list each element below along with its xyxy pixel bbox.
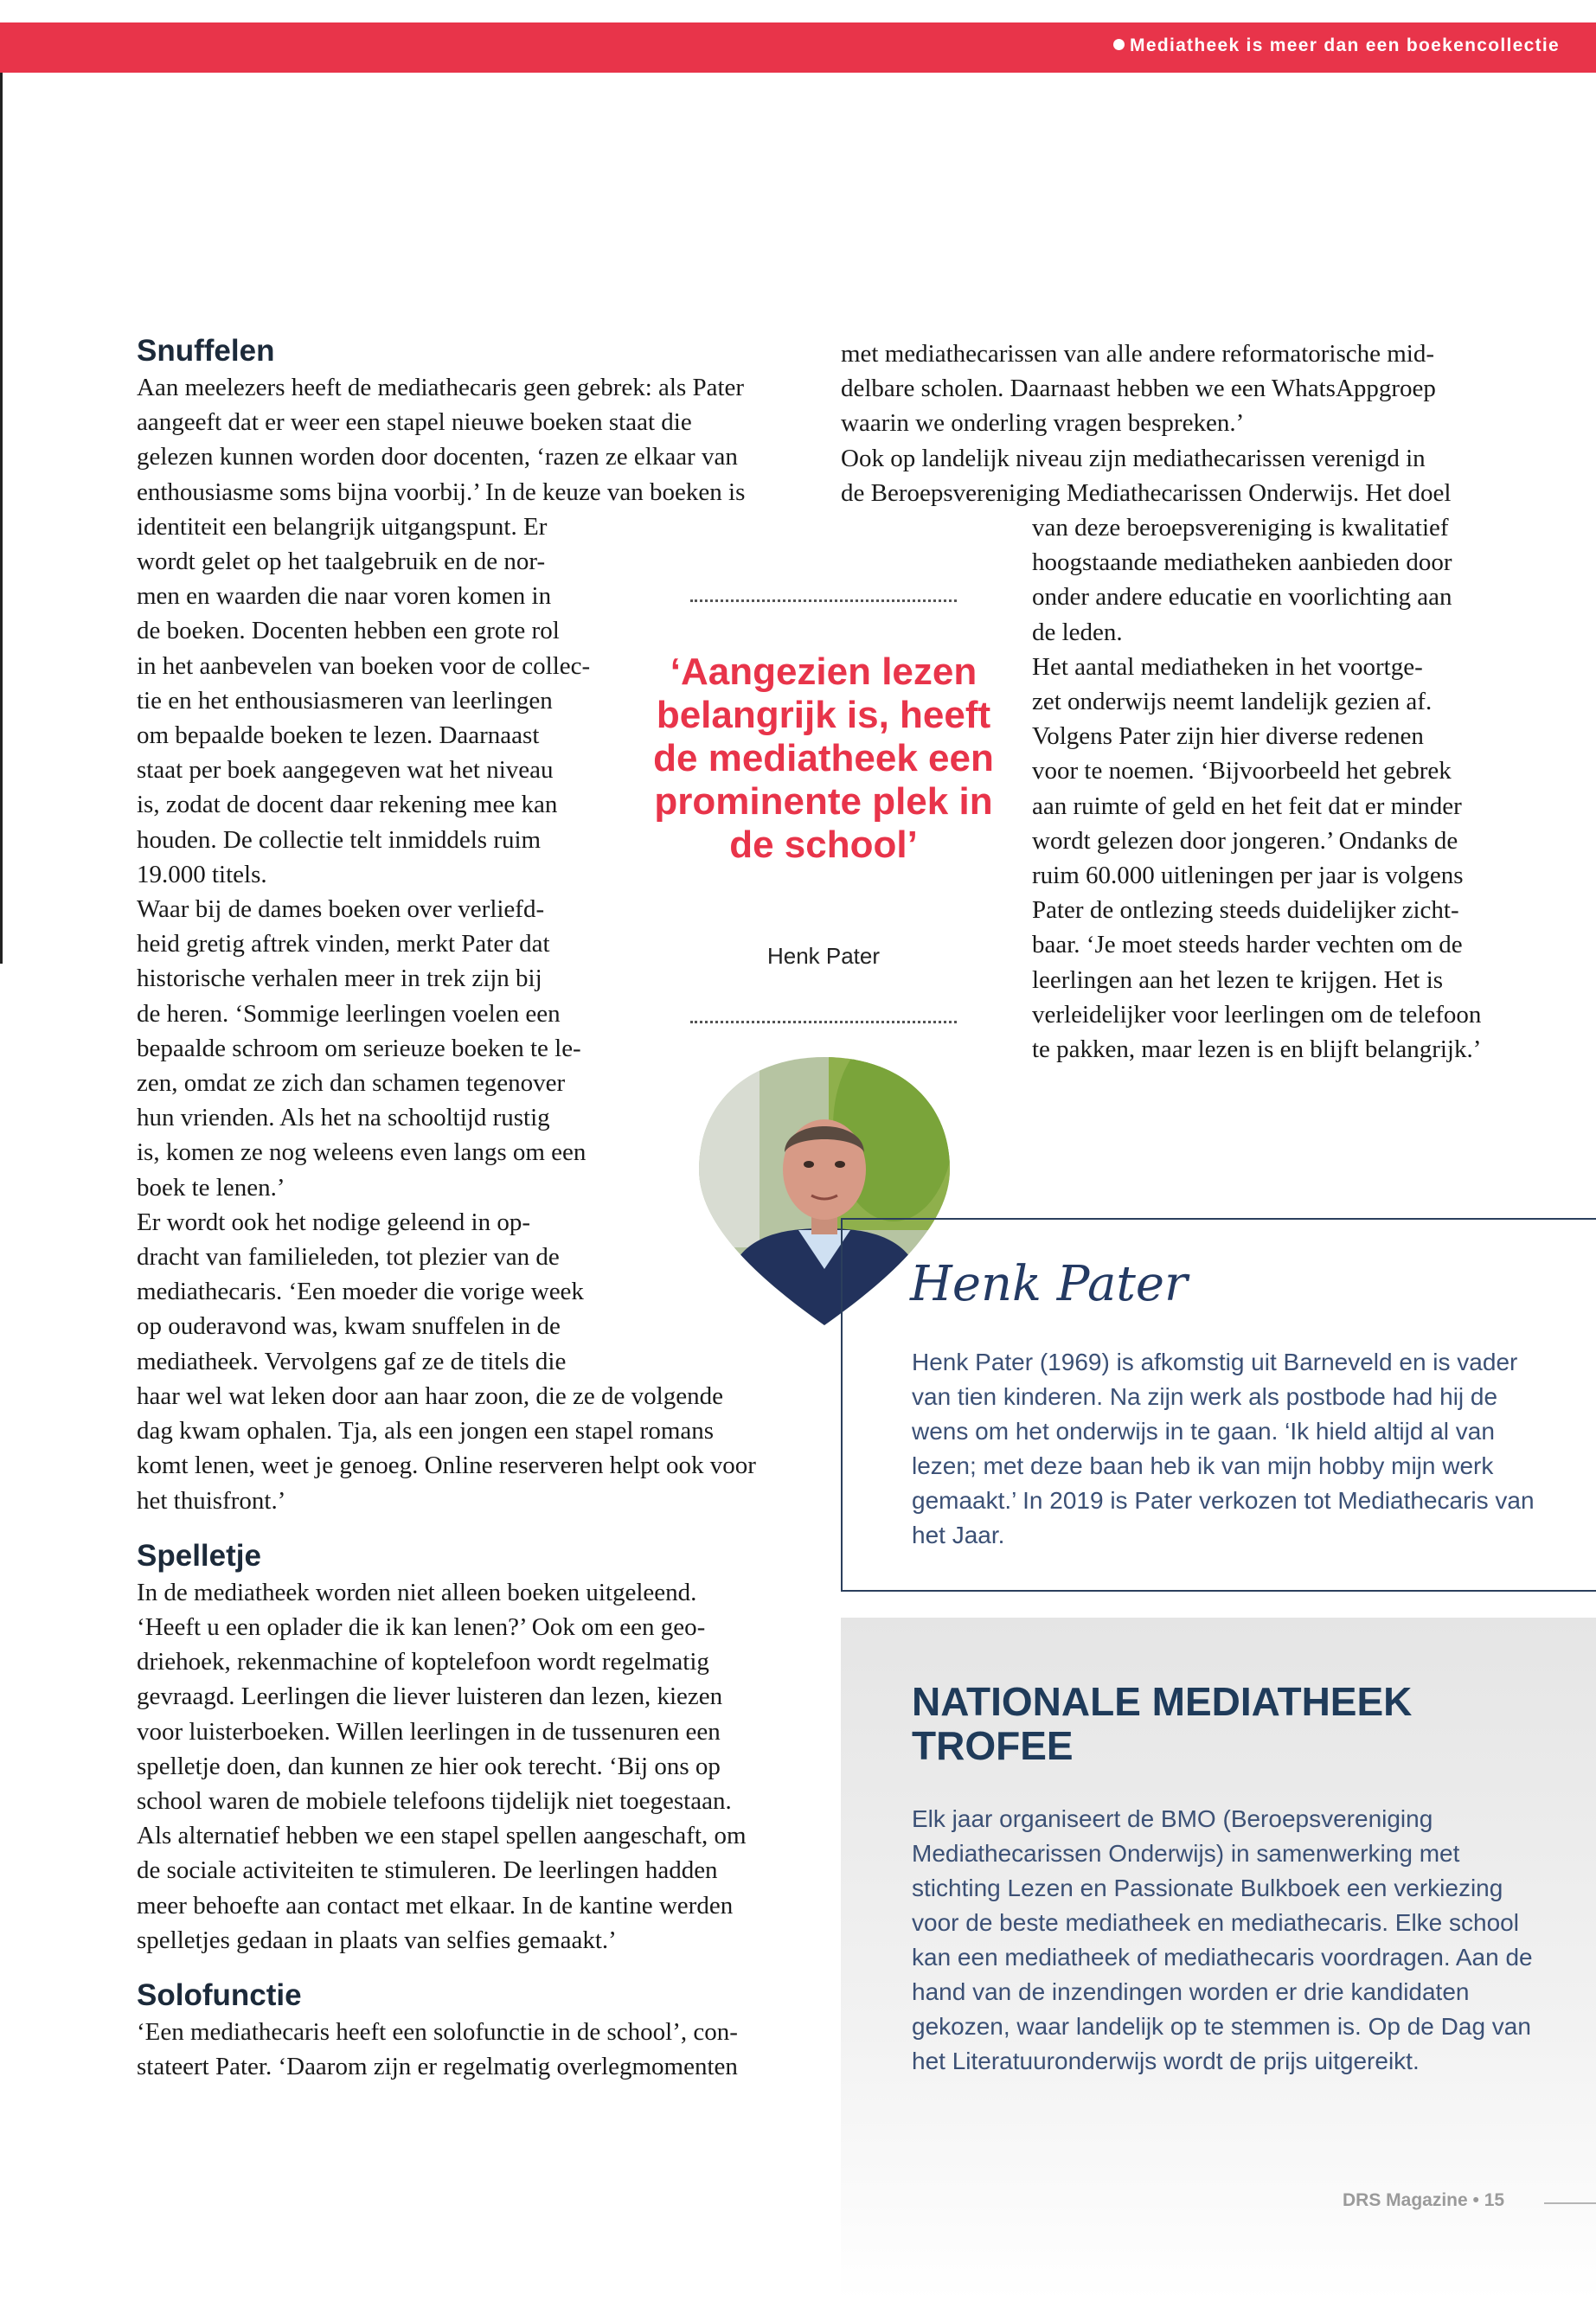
trophy-title: NATIONALE MEDIATHEEK TROFEE	[912, 1679, 1413, 1768]
text-line: Waar bij de dames boeken over verliefd-	[137, 895, 545, 924]
text-line: aangeeft dat er weer een stapel nieuwe boeken staat die	[137, 408, 692, 437]
heading-spelletje: Spelletje	[137, 1538, 261, 1573]
text-line: is, zodat de docent daar rekening mee kan	[137, 791, 558, 819]
text-line: mediathecaris. ‘Een moeder die vorige week	[137, 1278, 584, 1306]
text-line: stateert Pater. ‘Daarom zijn er regelmatig overlegmomenten	[137, 2053, 738, 2081]
edge-divider	[0, 73, 3, 964]
text-line: wordt gelet op het taalgebruik en de nor-	[137, 548, 546, 576]
paragraph-right-intro	[841, 336, 1550, 510]
text-line: historische verhalen meer in trek zijn bij	[137, 965, 542, 993]
pull-quote: ‘Aangezien lezen belangrijk is, heeft de mediatheek een prominente plek in de school’	[653, 651, 994, 866]
text-line: verleidelijker voor leerlingen om de telefoon	[1032, 1000, 1482, 1029]
text-line: Volgens Pater zijn hier diverse redenen	[1032, 722, 1424, 751]
text-line: wordt gelezen door jongeren.’ Ondanks de	[1032, 826, 1458, 855]
text-line: delbare scholen. Daarnaast hebben we een WhatsAppgroep	[841, 375, 1436, 403]
text-line: komt lenen, weet je genoeg. Online reserveren helpt ook voor	[137, 1452, 756, 1480]
paragraph-snuffelen-end	[137, 1379, 811, 1518]
bio-text: Henk Pater (1969) is afkomstig uit Barneveld en is vader van tien kinderen. Na zijn werk als postbode had hij de wens om het onderwijs in te gaan. ‘Ik hield altijd al van lezen; met deze baan heb ik van mijn hobby mijn werk gemaakt.’ In 2019 is Pater verkozen tot Mediathecaris van het Jaar.	[912, 1349, 1535, 1548]
heading-solofunctie: Solofunctie	[137, 1977, 302, 2012]
text-line: bepaalde schroom om serieuze boeken te le-	[137, 1034, 581, 1062]
text-line: dracht van familieleden, tot plezier van de	[137, 1243, 560, 1272]
section-header-bar	[0, 22, 1596, 73]
text-line: aan ruimte of geld en het feit dat er minder	[1032, 792, 1462, 820]
text-line: men en waarden die naar voren komen in	[137, 582, 552, 611]
text-line: van deze beroepsvereniging is kwalitatief	[1032, 514, 1449, 542]
text-line: is, komen ze nog weleens even langs om een	[137, 1138, 586, 1167]
text-line: boek te lenen.’	[137, 1173, 285, 1202]
text-line: de boeken. Docenten hebben een grote rol	[137, 617, 560, 645]
text-line: 19.000 titels.	[137, 860, 267, 888]
text-line: heid gretig aftrek vinden, merkt Pater dat	[137, 930, 550, 958]
text-line: gelezen kunnen worden door docenten, ‘razen ze elkaar van	[137, 443, 738, 471]
text-line: Aan meelezers heeft de mediathecaris geen gebrek: als Pater	[137, 374, 745, 401]
text-line: hoogstaande mediatheken aanbieden door	[1032, 548, 1452, 577]
trophy-text: Elk jaar organiseert de BMO (Beroepsvereniging Mediathecarissen Onderwijs) in samenwerking met stichting Lezen en Passionate Bulkboek een verkiezing voor de beste mediatheek en mediathecaris. Elke school kan een mediatheek of mediathecaris voordragen. Aan de hand van de inzendingen worden er drie kandidaten gekozen, waar landelijk op te stemmen is. Op de Dag van het Literatuuronderwijs wordt de prijs uitgereikt.	[912, 1805, 1533, 2074]
text-line: zet onderwijs neemt landelijk gezien af.	[1032, 688, 1433, 716]
text-line: baar. ‘Je moet steeds harder vechten om de	[1032, 931, 1463, 959]
text-line: de leden.	[1032, 618, 1123, 646]
text-line: om bepaalde boeken te lezen. Daarnaast	[137, 721, 540, 750]
text-line: spelletje doen, dan kunnen ze hier ook terecht. ‘Bij ons op	[137, 1752, 721, 1780]
text-line: voor te noemen. ‘Bijvoorbeeld het gebrek	[1032, 757, 1452, 785]
text-line: haar wel wat leken door aan haar zoon, die ze de volgende	[137, 1381, 723, 1410]
paragraph-right-body	[1032, 510, 1550, 1067]
text-line: mediatheek. Vervolgens gaf ze de titels die	[137, 1347, 567, 1375]
pull-quote-author: Henk Pater	[766, 943, 881, 969]
text-line: in het aanbevelen van boeken voor de collec-	[137, 651, 591, 680]
text-line: gevraagd. Leerlingen die liever luisteren dan lezen, kiezen	[137, 1682, 723, 1711]
text-line: driehoek, rekenmachine of koptelefoon wordt regelmatig	[137, 1648, 709, 1676]
text-line: ruim 60.000 uitleningen per jaar is volgens	[1032, 862, 1464, 890]
text-line: voor luisterboeken. Willen leerlingen in de tussenuren een	[137, 1717, 721, 1746]
text-line: school waren de mobiele telefoons tijdelijk niet toegestaan.	[137, 1786, 732, 1815]
text-line: Het aantal mediatheken in het voortge-	[1032, 652, 1423, 681]
text-line: Ook op landelijk niveau zijn mediathecarissen verenigd in	[841, 444, 1426, 472]
footer-divider	[1544, 2202, 1596, 2204]
text-line: In de mediatheek worden niet alleen boeken uitgeleend.	[137, 1578, 697, 1606]
paragraph-snuffelen-intro	[137, 370, 811, 510]
text-line: hun vrienden. Als het na schooltijd rustig	[137, 1104, 550, 1132]
page-footer: DRS Magazine • 15	[1343, 2190, 1505, 2210]
text-line: leerlingen aan het lezen te krijgen. Het is	[1032, 965, 1444, 994]
text-line: houden. De collectie telt inmiddels ruim	[137, 825, 542, 854]
text-line: te pakken, maar lezen is en blijft belangrijk.’	[1032, 1035, 1482, 1064]
text-line: enthousiasme soms bijna voorbij.’ In de keuze van boeken is	[137, 478, 746, 506]
text-line: de Beroepsvereniging Mediathecarissen Onderwijs. Het doel	[841, 478, 1452, 507]
quote-divider-bottom	[690, 1021, 957, 1023]
text-line: staat per boek aangegeven wat het niveau	[137, 756, 554, 785]
text-line: identiteit een belangrijk uitgangspunt. Er	[137, 512, 548, 541]
signature: Henk Pater	[910, 1256, 1188, 1312]
text-line: Er wordt ook het nodige geleend in op-	[137, 1208, 531, 1236]
text-line: onder andere educatie en voorlichting aan	[1032, 583, 1452, 612]
bullet-icon	[1113, 39, 1125, 50]
quote-divider-top	[690, 599, 957, 602]
text-line: op ouderavond was, kwam snuffelen in de	[137, 1312, 561, 1341]
text-line: meer behoefte aan contact met elkaar. In de kantine werden	[137, 1891, 734, 1920]
text-line: dag kwam ophalen. Tja, als een jongen een stapel romans	[137, 1417, 715, 1445]
text-line: de sociale activiteiten te stimuleren. De leerlingen hadden	[137, 1856, 718, 1885]
heading-snuffelen: Snuffelen	[137, 334, 275, 368]
paragraph-solofunctie	[137, 2015, 811, 2084]
text-line: met mediathecarissen van alle andere reformatorische mid-	[841, 340, 1435, 368]
text-line: waarin we onderling vragen bespreken.’	[841, 409, 1245, 438]
text-line: ‘Een mediathecaris heeft een solofunctie in de school’, con-	[137, 2017, 738, 2046]
paragraph-spelletje	[137, 1575, 811, 1958]
text-line: zen, omdat ze zich dan schamen tegenover	[137, 1069, 566, 1098]
text-line: tie en het enthousiasmeren van leerlingen	[137, 686, 553, 715]
text-line: Pater de ontlezing steeds duidelijker zicht-	[1032, 896, 1459, 925]
text-line: ‘Heeft u een oplader die ik kan lenen?’ Ook om een geo-	[137, 1612, 706, 1641]
text-line: de heren. ‘Sommige leerlingen voelen een	[137, 999, 561, 1028]
text-line: Als alternatief hebben we een stapel spellen aangeschaft, om	[137, 1822, 747, 1850]
text-line: het thuisfront.’	[137, 1486, 286, 1515]
text-line: spelletjes gedaan in plaats van selfies gemaakt.’	[137, 1926, 617, 1954]
section-label: Mediatheek is meer dan een boekencollectie	[1113, 35, 1560, 56]
